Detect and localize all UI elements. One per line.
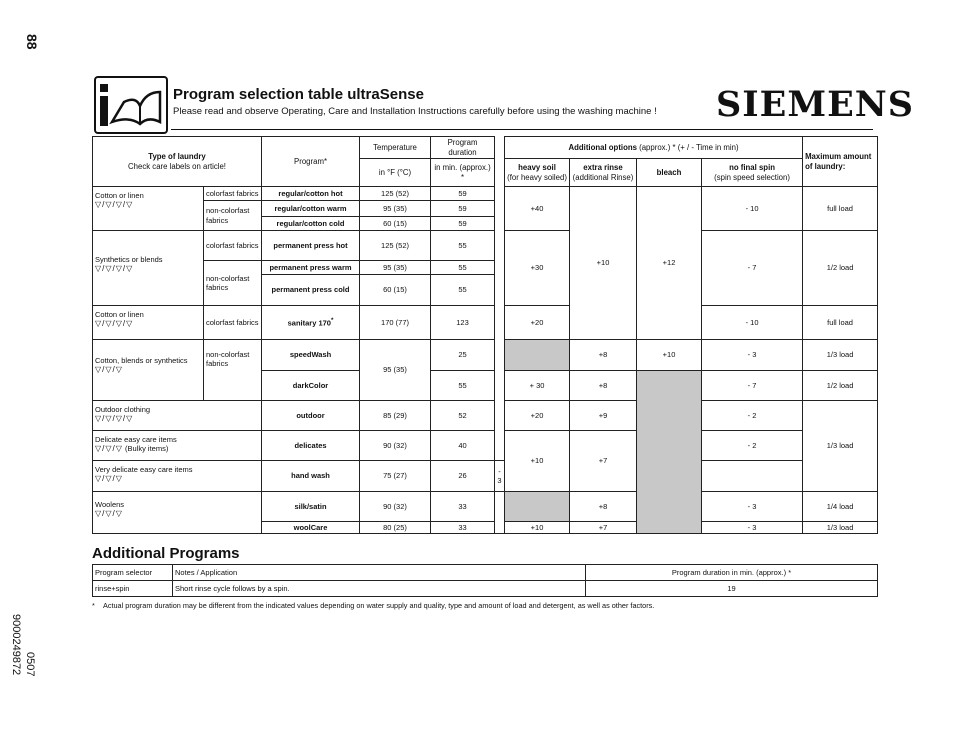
temp-cell: 60 (15) bbox=[360, 217, 431, 231]
additional-programs-title: Additional Programs bbox=[92, 545, 240, 562]
head-duration: Program duration bbox=[431, 137, 495, 159]
temp-cell: 125 (52) bbox=[360, 231, 431, 261]
heavy-soil-cell: +10 bbox=[505, 431, 570, 492]
bleach-cell: +12 bbox=[637, 187, 702, 340]
temp-cell: 80 (25) bbox=[360, 522, 431, 534]
max-load-cell: 1/3 load bbox=[803, 401, 878, 492]
no-final-spin-cell: - 2 bbox=[702, 431, 803, 461]
spacer-cell bbox=[495, 522, 505, 534]
duration-cell: 55 bbox=[431, 261, 495, 275]
temp-cell: 85 (29) bbox=[360, 401, 431, 431]
head-temp-unit: in °F (°C) bbox=[360, 159, 431, 187]
max-load-cell: 1/2 load bbox=[803, 231, 878, 306]
row-duration: 19 bbox=[586, 581, 878, 597]
heavy-soil-cell: +40 bbox=[505, 187, 570, 231]
no-final-spin-cell: - 2 bbox=[702, 401, 803, 431]
duration-cell: 52 bbox=[431, 401, 495, 431]
fabric-noncolorfast: non-colorfast fabrics bbox=[204, 340, 262, 401]
page-number: 88 bbox=[24, 34, 40, 50]
temp-cell: 90 (32) bbox=[360, 492, 431, 522]
no-final-spin-cell: - 3 bbox=[702, 340, 803, 371]
temp-cell: 75 (27) bbox=[360, 461, 431, 492]
head-type-of-laundry: Type of laundry Check care labels on article! bbox=[93, 137, 262, 187]
duration-cell: 55 bbox=[431, 231, 495, 261]
max-load-cell: 1/4 load bbox=[803, 492, 878, 522]
program-permanent-cold: permanent press cold bbox=[262, 275, 360, 306]
program-permanent-warm: permanent press warm bbox=[262, 261, 360, 275]
max-load-cell: 1/2 load bbox=[803, 371, 878, 401]
spacer-cell bbox=[495, 492, 505, 522]
heavy-soil-na bbox=[505, 492, 570, 522]
duration-cell: 25 bbox=[431, 340, 495, 371]
group-woolens: Woolens ▽/▽/▽ bbox=[93, 492, 262, 534]
heavy-soil-cell: +20 bbox=[505, 401, 570, 431]
max-load-cell: full load bbox=[803, 187, 878, 231]
temp-cell: 95 (35) bbox=[360, 201, 431, 217]
bleach-na bbox=[637, 371, 702, 534]
no-final-spin-cell: - 7 bbox=[702, 371, 803, 401]
brand-logo: SIEMENS bbox=[716, 84, 915, 125]
max-load-cell: full load bbox=[803, 306, 878, 340]
program-table bbox=[92, 136, 878, 534]
page-subtitle: Please read and observe Operating, Care and Installation Instructions carefully before using the washing machine ! bbox=[173, 106, 657, 117]
doc-code-date: 0507 bbox=[24, 652, 36, 677]
header-rule bbox=[171, 129, 873, 130]
duration-cell: 59 bbox=[431, 201, 495, 217]
extra-rinse-cell: +7 bbox=[570, 431, 637, 492]
program-speedwash: speedWash bbox=[262, 340, 360, 371]
extra-rinse-cell: +9 bbox=[570, 401, 637, 431]
col-notes: Notes / Application bbox=[173, 565, 586, 581]
additional-programs-table bbox=[92, 564, 878, 597]
fabric-colorfast: colorfast fabrics bbox=[204, 187, 262, 201]
heavy-soil-na bbox=[505, 340, 570, 371]
head-program: Program* bbox=[262, 137, 360, 187]
max-load-cell: 1/3 load bbox=[803, 340, 878, 371]
head-additional-options: Additional options (approx.) * (+ / - Time in min) bbox=[505, 137, 803, 159]
temp-cell: 95 (35) bbox=[360, 261, 431, 275]
open-book-info-icon bbox=[94, 76, 168, 134]
spacer-col bbox=[495, 137, 505, 461]
no-final-spin-cell: - 10 bbox=[702, 306, 803, 340]
extra-rinse-cell: +10 bbox=[570, 187, 637, 340]
fabric-noncolorfast: non-colorfast fabrics bbox=[204, 261, 262, 306]
row-notes: Short rinse cycle follows by a spin. bbox=[173, 581, 586, 597]
head-heavy-soil: heavy soil (for heavy soiled) bbox=[505, 159, 570, 187]
duration-cell: 123 bbox=[431, 306, 495, 340]
duration-cell: 33 bbox=[431, 522, 495, 534]
head-extra-rinse: extra rinse (additional Rinse) bbox=[570, 159, 637, 187]
program-regular-cold: regular/cotton cold bbox=[262, 217, 360, 231]
duration-cell: 26 bbox=[431, 461, 495, 492]
duration-cell: 40 bbox=[431, 431, 495, 461]
extra-rinse-cell: +8 bbox=[570, 340, 637, 371]
fabric-colorfast: colorfast fabrics bbox=[204, 306, 262, 340]
group-very-delicate: Very delicate easy care items ▽/▽/▽ bbox=[93, 461, 262, 492]
heavy-soil-cell: +20 bbox=[505, 306, 570, 340]
program-regular-warm: regular/cotton warm bbox=[262, 201, 360, 217]
heavy-soil-cell: +10 bbox=[505, 522, 570, 534]
no-final-spin-cell: - 3 bbox=[702, 522, 803, 534]
no-final-spin-cell: - 3 bbox=[495, 461, 505, 492]
temp-cell: 95 (35) bbox=[360, 340, 431, 401]
temp-cell: 60 (15) bbox=[360, 275, 431, 306]
duration-cell: 33 bbox=[431, 492, 495, 522]
group-delicate: Delicate easy care items ▽/▽/▽ (Bulky items) bbox=[93, 431, 262, 461]
head-no-final-spin: no final spin (spin speed selection) bbox=[702, 159, 803, 187]
extra-rinse-cell: +8 bbox=[570, 492, 637, 522]
program-delicates: delicates bbox=[262, 431, 360, 461]
heavy-soil-cell: +30 bbox=[505, 231, 570, 306]
heavy-soil-cell: + 30 bbox=[505, 371, 570, 401]
program-outdoor: outdoor bbox=[262, 401, 360, 431]
head-bleach: bleach bbox=[637, 159, 702, 187]
no-final-spin-cell: - 3 bbox=[702, 492, 803, 522]
fabric-colorfast: colorfast fabrics bbox=[204, 231, 262, 261]
duration-cell: 55 bbox=[431, 275, 495, 306]
program-regular-hot: regular/cotton hot bbox=[262, 187, 360, 201]
group-outdoor: Outdoor clothing ▽/▽/▽/▽ bbox=[93, 401, 262, 431]
col-program-selector: Program selector bbox=[93, 565, 173, 581]
temp-cell: 170 (77) bbox=[360, 306, 431, 340]
program-permanent-hot: permanent press hot bbox=[262, 231, 360, 261]
bleach-cell: +10 bbox=[637, 340, 702, 371]
program-silk-satin: silk/satin bbox=[262, 492, 360, 522]
program-hand-wash: hand wash bbox=[262, 461, 360, 492]
head-duration-unit: in min. (approx.) * bbox=[431, 159, 495, 187]
row-selector: rinse+spin bbox=[93, 581, 173, 597]
program-woolcare: woolCare bbox=[262, 522, 360, 534]
duration-cell: 59 bbox=[431, 217, 495, 231]
group-cotton-linen-2: Cotton or linen ▽/▽/▽/▽ bbox=[93, 306, 204, 340]
head-maximum: Maximum amount of laundry: bbox=[803, 137, 878, 187]
duration-cell: 59 bbox=[431, 187, 495, 201]
footnote: * Actual program duration may be different from the indicated values depending on water supply and quality, type and amount of load and detergent, as well as other factors. bbox=[92, 601, 655, 610]
group-synthetics: Synthetics or blends ▽/▽/▽/▽ bbox=[93, 231, 204, 306]
program-sanitary: sanitary 170* bbox=[262, 306, 360, 340]
doc-code-number: 9000249872 bbox=[10, 614, 22, 676]
fabric-noncolorfast: non-colorfast fabrics bbox=[204, 201, 262, 231]
max-load-cell: 1/3 load bbox=[803, 522, 878, 534]
temp-cell: 90 (32) bbox=[360, 431, 431, 461]
extra-rinse-cell: +7 bbox=[570, 522, 637, 534]
extra-rinse-cell: +8 bbox=[570, 371, 637, 401]
group-cotton-blends: Cotton, blends or synthetics ▽/▽/▽ bbox=[93, 340, 204, 401]
group-cotton-linen: Cotton or linen ▽/▽/▽/▽ bbox=[93, 187, 204, 231]
head-temperature: Temperature bbox=[360, 137, 431, 159]
page-title: Program selection table ultraSense bbox=[173, 86, 424, 103]
no-final-spin-cell: - 7 bbox=[702, 231, 803, 306]
col-duration: Program duration in min. (approx.) * bbox=[586, 565, 878, 581]
temp-cell: 125 (52) bbox=[360, 187, 431, 201]
duration-cell: 55 bbox=[431, 371, 495, 401]
no-final-spin-cell: - 10 bbox=[702, 187, 803, 231]
program-darkcolor: darkColor bbox=[262, 371, 360, 401]
